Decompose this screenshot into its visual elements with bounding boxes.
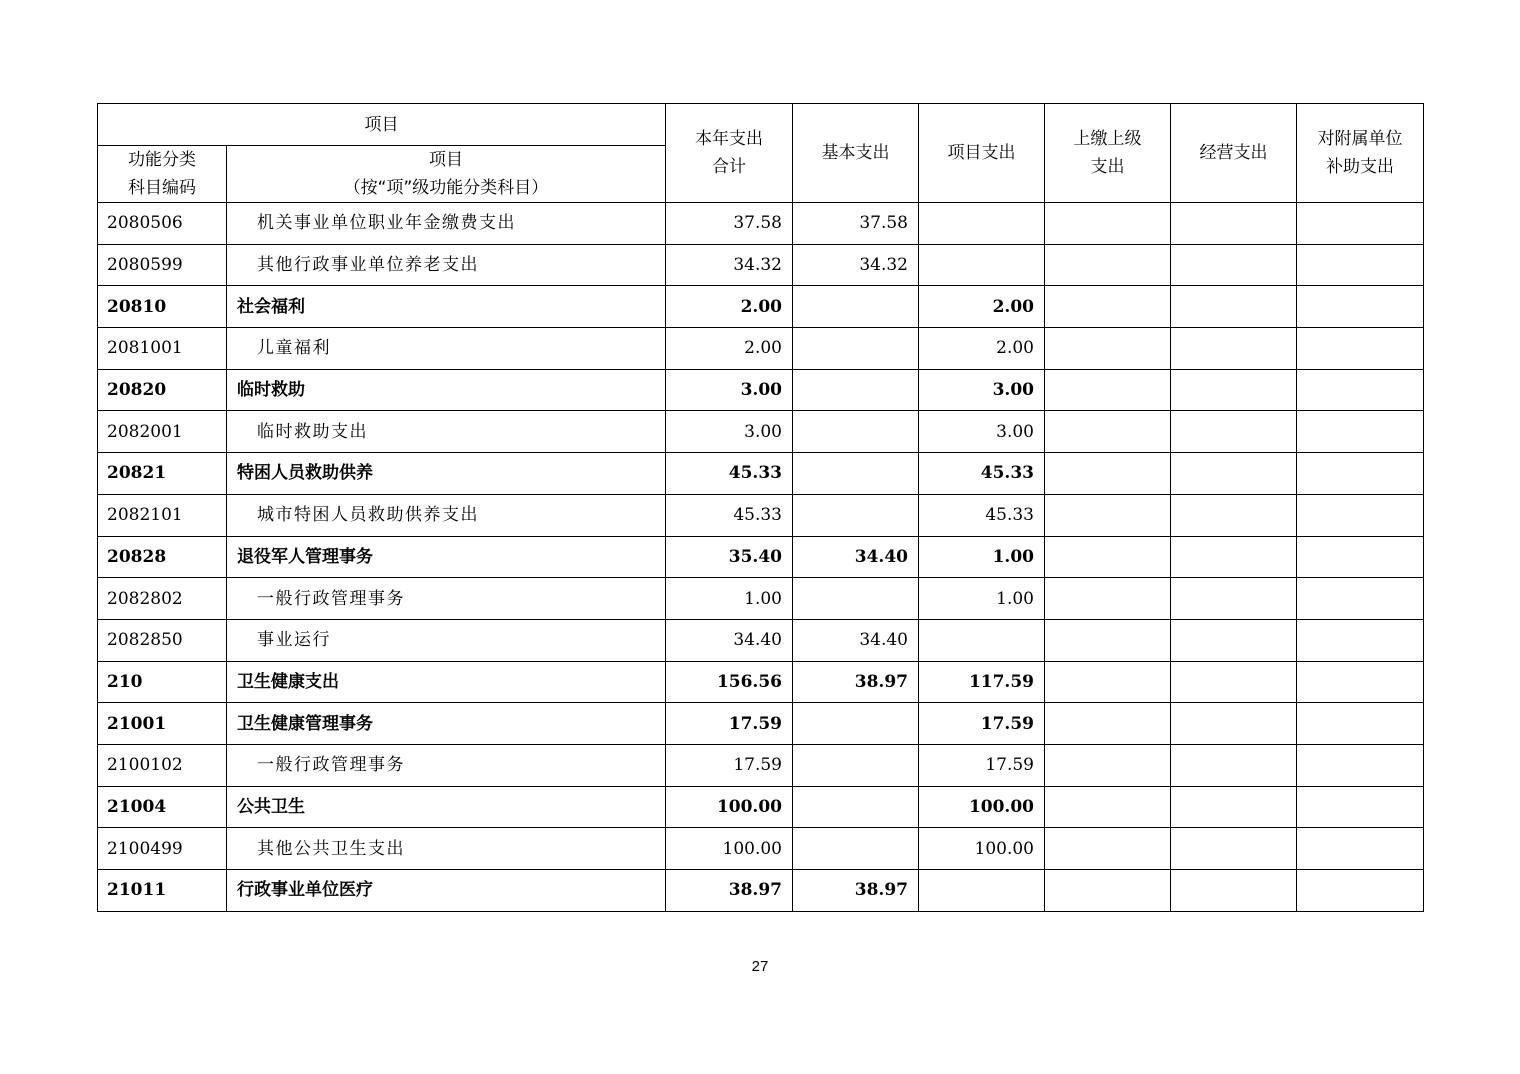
cell-total: 45.33 <box>666 453 793 495</box>
table-row <box>98 286 1424 328</box>
cell-item-name: 退役军人管理事务 <box>227 536 666 578</box>
cell-code: 20828 <box>98 536 227 578</box>
header-total-line2: 合计 <box>712 157 746 177</box>
cell-code: 21004 <box>98 786 227 828</box>
cell-upper <box>1045 286 1171 328</box>
cell-basic <box>793 786 919 828</box>
cell-item-name: 事业运行 <box>227 619 666 661</box>
table-row <box>98 619 1424 661</box>
cell-operating <box>1171 703 1297 745</box>
cell-project: 100.00 <box>919 828 1045 870</box>
table-row <box>98 703 1424 745</box>
cell-upper <box>1045 411 1171 453</box>
cell-operating <box>1171 786 1297 828</box>
table-row <box>98 411 1424 453</box>
header-func-code-line1: 功能分类 <box>128 150 196 170</box>
cell-upper <box>1045 703 1171 745</box>
cell-operating <box>1171 286 1297 328</box>
header-func-code-line2: 科目编码 <box>128 178 196 198</box>
cell-total: 34.32 <box>666 244 793 286</box>
cell-code: 20820 <box>98 369 227 411</box>
cell-upper <box>1045 870 1171 912</box>
table-row <box>98 328 1424 370</box>
header-subsidy-line2: 补助支出 <box>1326 157 1394 177</box>
cell-subsidy <box>1297 619 1424 661</box>
cell-project <box>919 203 1045 245</box>
cell-code: 2082802 <box>98 578 227 620</box>
cell-subsidy <box>1297 244 1424 286</box>
cell-project: 45.33 <box>919 494 1045 536</box>
cell-item-name: 临时救助 <box>227 369 666 411</box>
table-row <box>98 786 1424 828</box>
header-upper-line1: 上缴上级 <box>1073 129 1142 149</box>
cell-basic <box>793 369 919 411</box>
cell-code: 2082101 <box>98 494 227 536</box>
cell-basic <box>793 328 919 370</box>
cell-operating <box>1171 661 1297 703</box>
cell-code: 21001 <box>98 703 227 745</box>
cell-project <box>919 244 1045 286</box>
cell-code: 2080506 <box>98 203 227 245</box>
header-total <box>666 104 793 203</box>
cell-code: 2081001 <box>98 328 227 370</box>
cell-subsidy <box>1297 536 1424 578</box>
cell-total: 38.97 <box>666 870 793 912</box>
cell-subsidy <box>1297 578 1424 620</box>
header-func-code <box>98 146 227 203</box>
cell-item-name: 一般行政管理事务 <box>227 578 666 620</box>
cell-total: 17.59 <box>666 703 793 745</box>
cell-project <box>919 619 1045 661</box>
cell-item-name: 机关事业单位职业年金缴费支出 <box>227 203 666 245</box>
cell-code: 2100499 <box>98 828 227 870</box>
cell-total: 2.00 <box>666 328 793 370</box>
cell-project: 17.59 <box>919 703 1045 745</box>
cell-total: 156.56 <box>666 661 793 703</box>
cell-basic: 34.40 <box>793 619 919 661</box>
cell-operating <box>1171 328 1297 370</box>
cell-total: 17.59 <box>666 744 793 786</box>
cell-subsidy <box>1297 411 1424 453</box>
cell-code: 210 <box>98 661 227 703</box>
cell-operating <box>1171 870 1297 912</box>
cell-item-name: 城市特困人员救助供养支出 <box>227 494 666 536</box>
cell-subsidy <box>1297 494 1424 536</box>
cell-operating <box>1171 494 1297 536</box>
cell-upper <box>1045 536 1171 578</box>
cell-operating <box>1171 536 1297 578</box>
cell-item-name: 特困人员救助供养 <box>227 453 666 495</box>
cell-project: 100.00 <box>919 786 1045 828</box>
cell-item-name: 一般行政管理事务 <box>227 744 666 786</box>
header-operating: 经营支出 <box>1171 104 1297 203</box>
cell-basic <box>793 411 919 453</box>
cell-item-name: 其他行政事业单位养老支出 <box>227 244 666 286</box>
cell-subsidy <box>1297 703 1424 745</box>
cell-upper <box>1045 578 1171 620</box>
table-row <box>98 828 1424 870</box>
cell-project: 3.00 <box>919 411 1045 453</box>
cell-basic <box>793 453 919 495</box>
cell-basic: 37.58 <box>793 203 919 245</box>
cell-basic <box>793 744 919 786</box>
cell-project: 1.00 <box>919 578 1045 620</box>
cell-basic <box>793 286 919 328</box>
cell-total: 45.33 <box>666 494 793 536</box>
cell-subsidy <box>1297 286 1424 328</box>
cell-subsidy <box>1297 828 1424 870</box>
cell-project: 1.00 <box>919 536 1045 578</box>
cell-upper <box>1045 453 1171 495</box>
header-upper <box>1045 104 1171 203</box>
cell-item-name: 卫生健康支出 <box>227 661 666 703</box>
cell-item-name: 公共卫生 <box>227 786 666 828</box>
table-row <box>98 536 1424 578</box>
table-row <box>98 744 1424 786</box>
cell-project: 17.59 <box>919 744 1045 786</box>
cell-code: 21011 <box>98 870 227 912</box>
header-project: 项目 <box>98 104 666 146</box>
header-subsidy <box>1297 104 1424 203</box>
table-body <box>98 203 1424 912</box>
cell-operating <box>1171 244 1297 286</box>
cell-subsidy <box>1297 453 1424 495</box>
table-row <box>98 203 1424 245</box>
cell-item-name: 社会福利 <box>227 286 666 328</box>
cell-operating <box>1171 828 1297 870</box>
cell-basic: 38.97 <box>793 661 919 703</box>
table-row <box>98 578 1424 620</box>
table-header <box>98 104 1424 203</box>
cell-project: 117.59 <box>919 661 1045 703</box>
table-row <box>98 369 1424 411</box>
cell-subsidy <box>1297 744 1424 786</box>
cell-total: 35.40 <box>666 536 793 578</box>
cell-upper <box>1045 619 1171 661</box>
cell-upper <box>1045 661 1171 703</box>
cell-basic: 38.97 <box>793 870 919 912</box>
cell-code: 2082850 <box>98 619 227 661</box>
header-total-line1: 本年支出 <box>695 129 763 149</box>
header-item-line2: （按“项”级功能分类科目） <box>343 178 549 198</box>
cell-upper <box>1045 744 1171 786</box>
cell-operating <box>1171 578 1297 620</box>
table-row <box>98 661 1424 703</box>
cell-operating <box>1171 744 1297 786</box>
cell-operating <box>1171 203 1297 245</box>
cell-item-name: 临时救助支出 <box>227 411 666 453</box>
cell-total: 34.40 <box>666 619 793 661</box>
cell-basic: 34.32 <box>793 244 919 286</box>
cell-upper <box>1045 244 1171 286</box>
cell-project: 3.00 <box>919 369 1045 411</box>
cell-upper <box>1045 203 1171 245</box>
cell-item-name: 卫生健康管理事务 <box>227 703 666 745</box>
cell-project: 2.00 <box>919 286 1045 328</box>
cell-subsidy <box>1297 786 1424 828</box>
page-number: 27 <box>751 958 769 975</box>
cell-item-name: 行政事业单位医疗 <box>227 870 666 912</box>
cell-code: 2082001 <box>98 411 227 453</box>
cell-upper <box>1045 786 1171 828</box>
cell-basic: 34.40 <box>793 536 919 578</box>
table-row <box>98 244 1424 286</box>
cell-code: 20810 <box>98 286 227 328</box>
cell-subsidy <box>1297 661 1424 703</box>
table-row <box>98 494 1424 536</box>
cell-operating <box>1171 369 1297 411</box>
cell-code: 2080599 <box>98 244 227 286</box>
cell-project <box>919 870 1045 912</box>
table-row <box>98 453 1424 495</box>
cell-total: 1.00 <box>666 578 793 620</box>
cell-project: 45.33 <box>919 453 1045 495</box>
table-row <box>98 870 1424 912</box>
header-basic: 基本支出 <box>793 104 919 203</box>
cell-total: 100.00 <box>666 828 793 870</box>
cell-total: 2.00 <box>666 286 793 328</box>
header-item <box>227 146 666 203</box>
cell-upper <box>1045 494 1171 536</box>
header-project-expenditure: 项目支出 <box>919 104 1045 203</box>
header-subsidy-line1: 对附属单位 <box>1317 129 1403 149</box>
cell-total: 3.00 <box>666 369 793 411</box>
cell-upper <box>1045 369 1171 411</box>
cell-code: 20821 <box>98 453 227 495</box>
cell-total: 3.00 <box>666 411 793 453</box>
cell-total: 100.00 <box>666 786 793 828</box>
cell-upper <box>1045 328 1171 370</box>
cell-item-name: 其他公共卫生支出 <box>227 828 666 870</box>
cell-operating <box>1171 619 1297 661</box>
cell-subsidy <box>1297 328 1424 370</box>
cell-total: 37.58 <box>666 203 793 245</box>
cell-subsidy <box>1297 369 1424 411</box>
cell-basic <box>793 703 919 745</box>
cell-basic <box>793 578 919 620</box>
expenditure-table <box>97 103 1424 912</box>
cell-code: 2100102 <box>98 744 227 786</box>
cell-subsidy <box>1297 870 1424 912</box>
cell-operating <box>1171 411 1297 453</box>
cell-item-name: 儿童福利 <box>227 328 666 370</box>
cell-project: 2.00 <box>919 328 1045 370</box>
cell-basic <box>793 494 919 536</box>
header-item-line1: 项目 <box>429 150 463 170</box>
cell-subsidy <box>1297 203 1424 245</box>
cell-upper <box>1045 828 1171 870</box>
header-upper-line2: 支出 <box>1090 157 1125 177</box>
cell-basic <box>793 828 919 870</box>
cell-operating <box>1171 453 1297 495</box>
